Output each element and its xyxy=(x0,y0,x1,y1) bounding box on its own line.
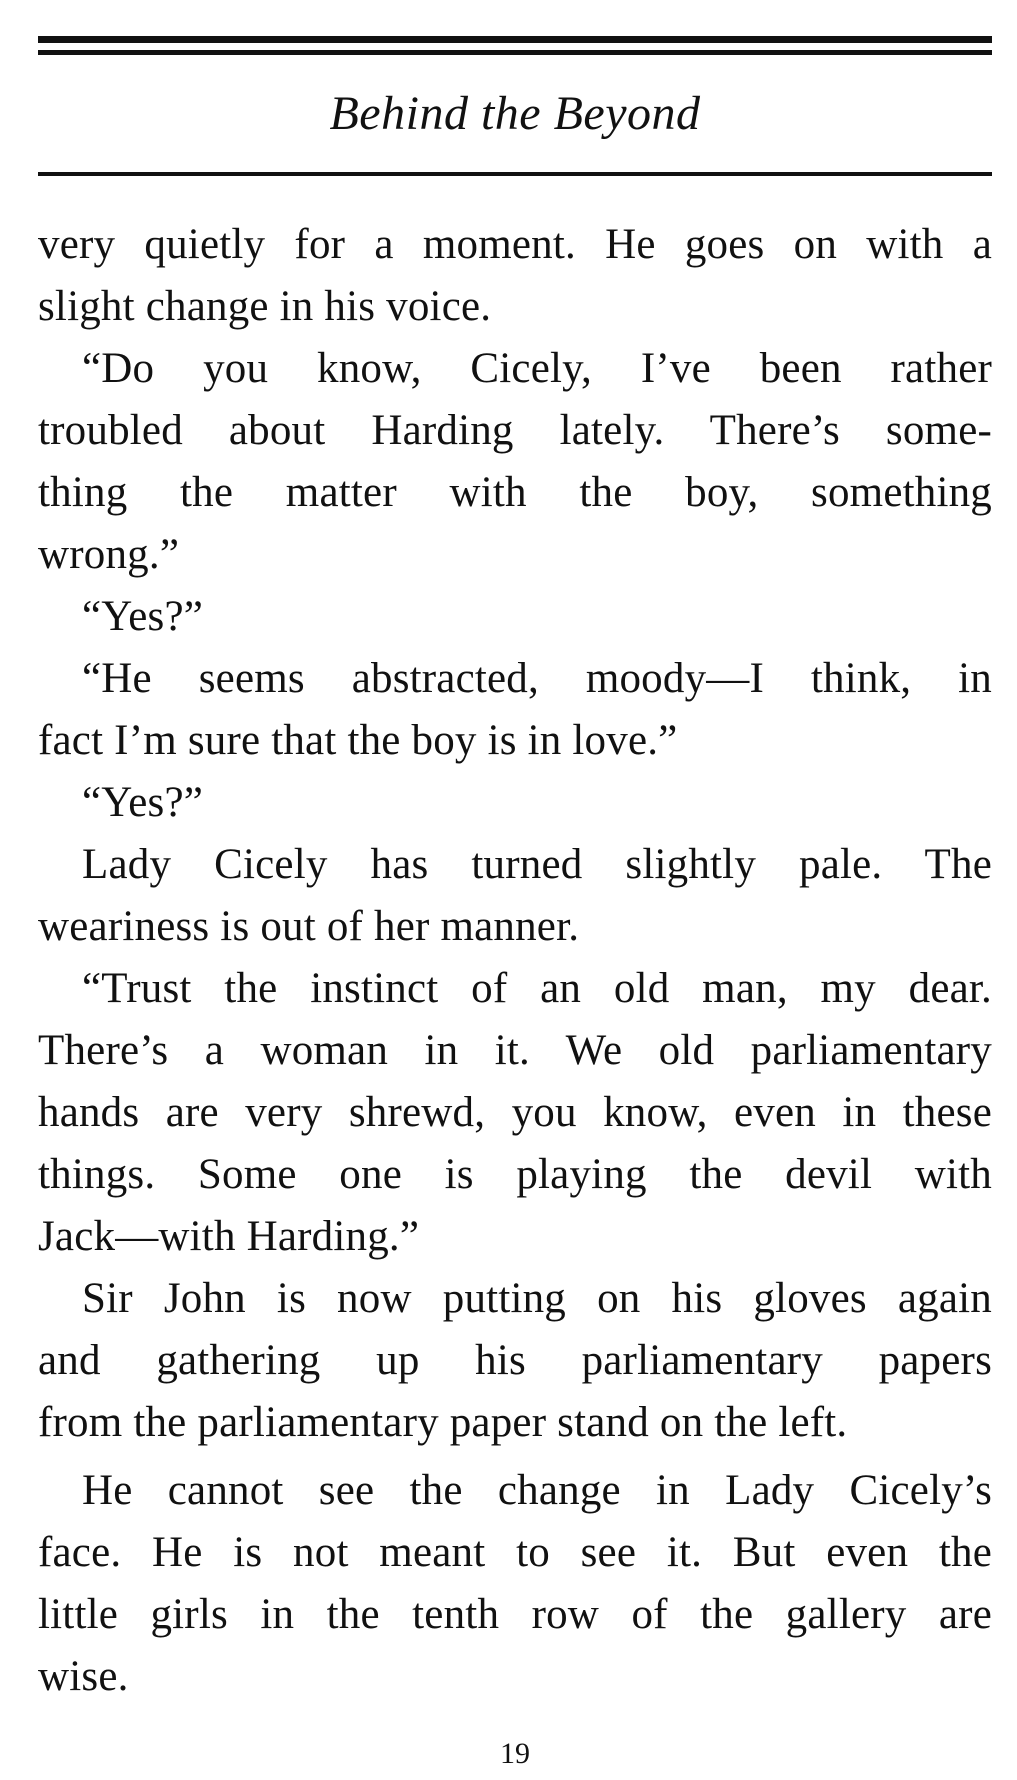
text-line: “Yes?” xyxy=(82,779,204,826)
paragraph xyxy=(38,834,992,958)
header-double-rule-top xyxy=(38,36,992,43)
header-rule xyxy=(38,172,992,176)
header-double-rule-bottom xyxy=(38,50,992,55)
text-line: Sir John is now putting on his gloves again xyxy=(82,1275,992,1322)
running-head: Behind the Beyond xyxy=(329,87,701,140)
text-line: slight change in his voice. xyxy=(38,283,492,330)
paragraph xyxy=(38,214,992,338)
text-line: “Yes?” xyxy=(82,593,204,640)
page-number: 19 xyxy=(500,1737,530,1770)
text-line: Jack—with Harding.” xyxy=(38,1213,420,1260)
text-line: and gathering up his parliamentary papers xyxy=(38,1337,992,1384)
text-line: troubled about Harding lately. There’s some- xyxy=(38,407,992,454)
paragraph xyxy=(38,1460,992,1708)
text-line: Lady Cicely has turned slightly pale. The xyxy=(82,841,992,888)
text-line: “Do you know, Cicely, I’ve been rather xyxy=(82,345,992,392)
text-line: “Trust the instinct of an old man, my dear. xyxy=(82,965,992,1012)
text-line: weariness is out of her manner. xyxy=(38,903,580,950)
text-line: fact I’m sure that the boy is in love.” xyxy=(38,717,678,764)
text-line: wise. xyxy=(38,1653,129,1700)
text-line: little girls in the tenth row of the gallery are xyxy=(38,1591,992,1638)
paragraph xyxy=(38,338,992,586)
text-line: from the parliamentary paper stand on the left. xyxy=(38,1399,848,1446)
paragraph xyxy=(38,772,992,834)
text-line: thing the matter with the boy, something xyxy=(38,469,992,516)
text-line: He cannot see the change in Lady Cicely’s xyxy=(82,1467,992,1514)
text-line: very quietly for a moment. He goes on with a xyxy=(38,221,992,268)
body-text xyxy=(38,214,992,1708)
text-line: things. Some one is playing the devil with xyxy=(38,1151,992,1198)
paragraph xyxy=(38,648,992,772)
text-line: hands are very shrewd, you know, even in these xyxy=(38,1089,992,1136)
text-line: wrong.” xyxy=(38,531,180,578)
paragraph xyxy=(38,958,992,1268)
text-line: “He seems abstracted, moody—I think, in xyxy=(82,655,992,702)
text-line: face. He is not meant to see it. But even the xyxy=(38,1529,992,1576)
paragraph xyxy=(38,1268,992,1454)
paragraph xyxy=(38,586,992,648)
text-line: There’s a woman in it. We old parliamentary xyxy=(38,1027,992,1074)
